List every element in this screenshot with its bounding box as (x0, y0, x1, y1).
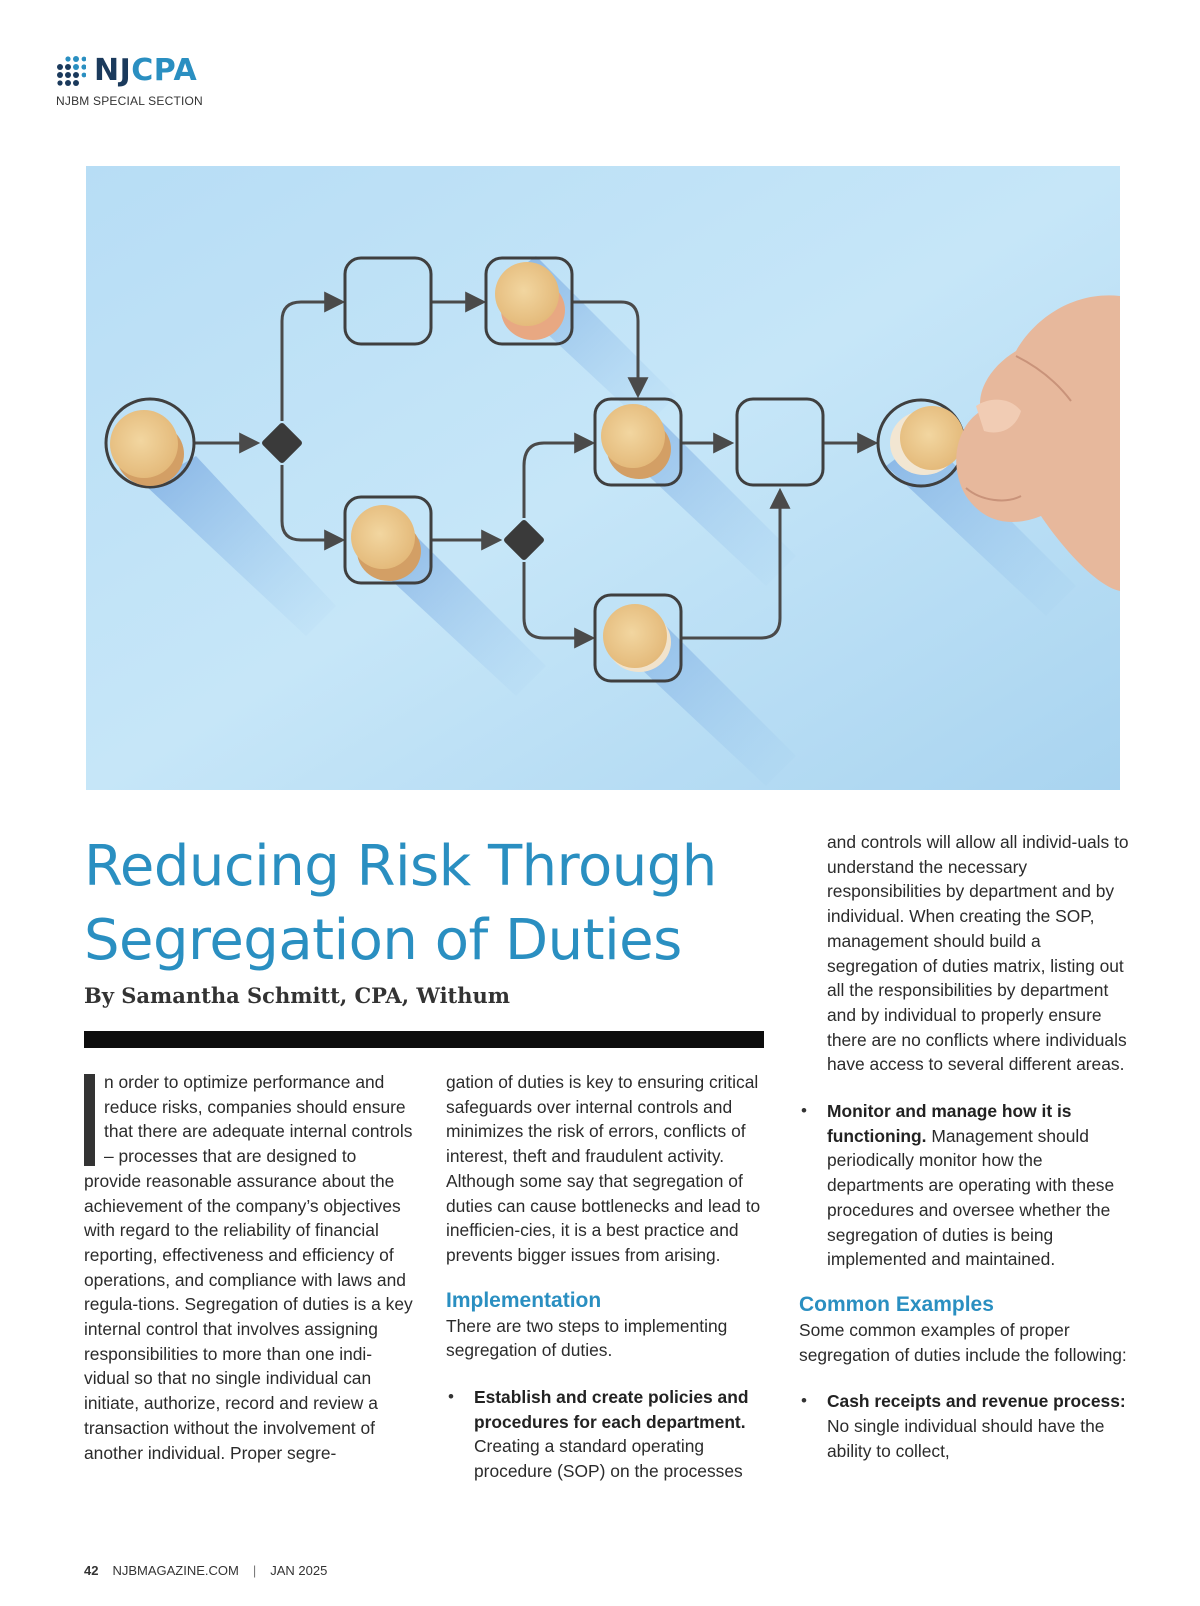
bullet-1-lead: Establish and create policies and procedures for each department. (474, 1387, 749, 1432)
footer-separator: | (252, 1563, 257, 1578)
bullet-3-text: No single individual should have the ability to collect, (827, 1416, 1105, 1461)
article-title (84, 830, 784, 978)
intro-paragraph: n order to optimize performance and reduce risks, companies should ensure that there are adequate internal controls – processes that are designed to provide reasonable assurance about the achievement of the company’s objectives with regard to the reliability of financial reporting, effectiveness and efficiency of operations, and compliance with laws and regula-tions. Segregation of duties is a key internal control that involves assigning responsibilities to more than one indi-vidual so that no single individual can initiate, authorize, record and review a transaction without the involvement of another individual. Proper segre- (84, 1072, 413, 1463)
process-flowchart-illustration (86, 166, 1120, 790)
page-footer (84, 1563, 327, 1578)
footer-date: JAN 2025 (270, 1563, 328, 1578)
column-2 (446, 1070, 772, 1484)
drop-cap-i (84, 1074, 95, 1166)
njcpa-logo[interactable] (56, 53, 203, 88)
masthead (56, 53, 203, 108)
title-line-1: Reducing Risk Through (84, 834, 717, 899)
hero-image (86, 166, 1120, 790)
implementation-intro: There are two steps to implementing segregation of duties. (446, 1315, 728, 1361)
examples-intro: Some common examples of proper segregation of duties include the following: (799, 1319, 1127, 1365)
title-line-2: Segregation of Duties (84, 908, 682, 973)
section-label: NJBM SPECIAL SECTION (56, 94, 203, 108)
bullet-cash-receipts (799, 1389, 1129, 1463)
bullet-1-continued: and controls will allow all individ-uals to understand the necessary responsibilities by department and by individual. When creating the SOP, management should build a segregation of duties matrix, listing out all the responsibilities by department and by individual to properly ensure there are no conflicts where individuals have access to several different areas. (827, 832, 1129, 1075)
logo-nj: NJ (94, 53, 132, 88)
footer-site-link[interactable]: NJBMAGAZINE.COM (112, 1563, 239, 1578)
column-1 (84, 1070, 414, 1465)
implementation-heading: Implementation (446, 1288, 602, 1312)
divider-rule (84, 1031, 764, 1048)
common-examples-heading: Common Examples (799, 1292, 994, 1316)
bullet-1-text: Creating a standard operating procedure (SOP) on the processes (474, 1436, 743, 1482)
byline: By Samantha Schmitt, CPA, Withum (84, 983, 510, 1008)
bullet-2-lead: Monitor and manage how it is functioning. (827, 1101, 1072, 1146)
bullet-3-lead: Cash receipts and revenue process: (827, 1391, 1126, 1412)
logo-dots-icon (56, 56, 86, 86)
logo-cpa: CPA (131, 53, 198, 88)
bullet-monitor-manage (799, 1099, 1129, 1272)
page-number: 42 (84, 1563, 99, 1578)
logo-wordmark (94, 53, 198, 88)
paragraph-continued: gation of duties is key to ensuring critical safeguards over internal controls and minimizes the risk of errors, conflicts of interest, theft and fraudulent activity. Although some say that segregation of duties can cause bottlenecks and lead to inefficien-cies, it is a best practice and prevents bigger issues from arising. (446, 1072, 761, 1265)
bullet-establish-policies (446, 1385, 772, 1484)
bullet-2-text: Management should periodically monitor how the departments are operating with these procedures and oversee whether the segregation of duties is being implemented and maintained. (827, 1125, 1115, 1270)
column-3 (799, 830, 1129, 1463)
